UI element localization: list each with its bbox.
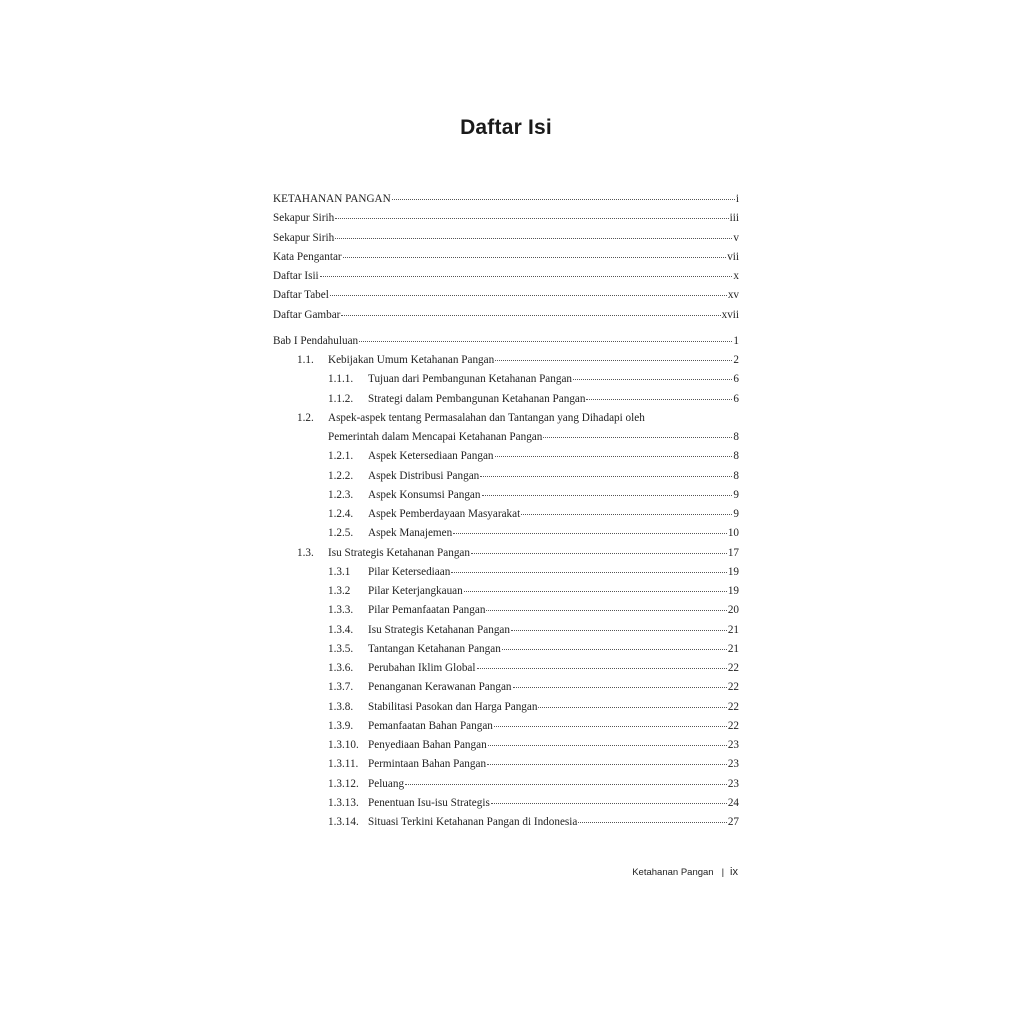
toc-entry-label: Aspek Distribusi Pangan	[368, 469, 480, 482]
toc-entry-page: 22	[727, 700, 739, 713]
toc-entry	[273, 659, 739, 678]
toc-entry	[273, 229, 739, 248]
toc-entry-label: Tujuan dari Pembangunan Ketahanan Pangan	[368, 373, 573, 386]
toc-entry	[273, 640, 739, 659]
dot-leader	[480, 476, 732, 477]
toc-entry-label: Aspek Manajemen	[368, 527, 453, 540]
toc-entry-page: 1	[733, 334, 739, 347]
toc-entry	[273, 332, 739, 351]
toc-entry-label: Penanganan Kerawanan Pangan	[368, 681, 512, 694]
toc-entry-label: Permintaan Bahan Pangan	[368, 758, 487, 771]
toc-entry	[273, 409, 739, 428]
running-title: Ketahanan Pangan	[632, 867, 714, 878]
dot-leader	[341, 315, 720, 316]
toc-entry	[273, 248, 739, 267]
toc-entry-label: KETAHANAN PANGAN	[273, 193, 391, 205]
toc-entry-label: Penyediaan Bahan Pangan	[368, 739, 487, 751]
toc-entry	[273, 524, 739, 543]
dot-leader	[320, 276, 733, 277]
toc-entry-label: Aspek Konsumsi Pangan	[368, 488, 481, 501]
toc-entry-label: Daftar Gambar	[273, 308, 341, 321]
toc-entry	[273, 544, 739, 563]
toc-entry	[273, 351, 739, 370]
dot-leader	[495, 456, 733, 457]
toc-entry-page: iii	[729, 212, 739, 225]
dot-leader	[586, 399, 732, 400]
toc-entry	[273, 678, 739, 697]
toc-entry-page: 22	[727, 719, 739, 732]
toc-entry-label: Pilar Ketersediaan	[368, 565, 451, 578]
toc-entry-number: 1.1.1.	[328, 373, 354, 386]
dot-leader	[477, 668, 727, 669]
toc-entry-page: 22	[727, 681, 739, 694]
dot-leader	[543, 437, 732, 438]
toc-entry-label: Pilar Pemanfaatan Pangan	[368, 604, 486, 617]
toc-entry-page: xvii	[721, 308, 739, 321]
toc-entry	[273, 717, 739, 736]
toc-entry-page: 9	[733, 508, 739, 520]
toc-entry-page: 23	[727, 739, 739, 751]
toc-entry	[273, 467, 739, 486]
toc-entry-page: 6	[733, 373, 739, 386]
toc-entry-label: Aspek Ketersediaan Pangan	[368, 450, 494, 463]
toc-entry-label: Bab I Pendahuluan	[273, 334, 359, 347]
toc-entry-label: Perubahan Iklim Global	[368, 662, 476, 674]
toc-entry-label: Daftar Isii	[273, 270, 319, 282]
dot-leader	[392, 199, 735, 200]
toc-entry	[273, 370, 739, 389]
toc-entry-page: 27	[727, 816, 739, 828]
toc-entry-page: 8	[733, 450, 739, 463]
dot-leader	[405, 784, 727, 785]
toc-entry-number: 1.3.10.	[328, 739, 359, 751]
toc-entry-label: Isu Strategis Ketahanan Pangan	[368, 623, 510, 636]
toc-entry	[273, 621, 739, 640]
dot-leader	[471, 553, 727, 554]
toc-entry	[273, 447, 739, 466]
toc-entry-page: 21	[727, 623, 739, 636]
toc-entry	[273, 286, 739, 305]
toc-entry-label: Penentuan Isu-isu Strategis	[368, 796, 490, 809]
dot-leader	[573, 379, 732, 380]
dot-leader	[359, 341, 732, 342]
toc-entry	[273, 775, 739, 794]
toc-entry-page: vii	[727, 250, 739, 263]
toc-entry	[273, 390, 739, 409]
toc-entry	[273, 755, 739, 774]
toc-entry-label: Pilar Keterjangkauan	[368, 585, 463, 597]
toc-entry	[273, 505, 739, 524]
toc-entry-number: 1.3.	[297, 546, 314, 559]
toc-entry-page: 8	[733, 469, 739, 482]
toc-entry	[273, 794, 739, 813]
toc-entry	[273, 267, 739, 286]
toc-entry-label: Isu Strategis Ketahanan Pangan	[328, 546, 470, 559]
dot-leader	[335, 238, 732, 239]
toc-entry-label: Aspek-aspek tentang Permasalahan dan Tantangan yang Dihadapi oleh	[328, 411, 645, 424]
toc-entry	[273, 698, 739, 717]
toc-entry	[273, 486, 739, 505]
footer-separator: |	[721, 867, 725, 878]
toc-entry-number: 1.3.11.	[328, 758, 359, 771]
toc-entry-label: Sekapur Sirih	[273, 212, 335, 225]
toc-entry-label: Kata Pengantar	[273, 250, 342, 263]
toc-entry-number: 1.2.3.	[328, 488, 354, 501]
toc-entry-page: 19	[727, 565, 739, 578]
toc-entry-number: 1.3.3.	[328, 604, 354, 617]
toc-entry	[273, 563, 739, 582]
toc-entry-label: Stabilitasi Pasokan dan Harga Pangan	[368, 700, 538, 713]
toc-entry-page: 8	[733, 431, 739, 443]
toc-entry-page: 2	[733, 354, 739, 366]
dot-leader	[502, 649, 727, 650]
dot-leader	[488, 745, 727, 746]
toc-entry-number: 1.3.1	[328, 565, 351, 578]
toc-entry	[273, 428, 739, 447]
toc-entry-number: 1.3.14.	[328, 816, 359, 828]
toc-entry-number: 1.3.7.	[328, 681, 354, 694]
page-number: ix	[730, 866, 738, 878]
toc-entry-page: 22	[727, 662, 739, 674]
toc-entry	[273, 601, 739, 620]
dot-leader	[482, 495, 733, 496]
toc-entry-label: Peluang	[368, 777, 405, 790]
toc-entry-page: 10	[727, 527, 739, 540]
dot-leader	[335, 218, 728, 219]
dot-leader	[464, 591, 727, 592]
toc-entry-page: 19	[727, 585, 739, 597]
toc-entry-label: Daftar Tabel	[273, 289, 329, 302]
toc-entry-number: 1.2.5.	[328, 527, 354, 540]
toc-entry-number: 1.3.2	[328, 585, 351, 597]
toc-entry-page: 23	[727, 758, 739, 771]
toc-entry-number: 1.3.6.	[328, 662, 354, 674]
toc-entry-page: 9	[733, 488, 739, 501]
toc-entry-number: 1.2.	[297, 411, 314, 424]
toc-entry-page: v	[733, 231, 739, 244]
toc-entry-number: 1.3.8.	[328, 700, 354, 713]
dot-leader	[491, 803, 727, 804]
dot-leader	[487, 764, 727, 765]
dot-leader	[330, 295, 727, 296]
dot-leader	[578, 822, 726, 823]
dot-leader	[511, 630, 727, 631]
toc-entry-number: 1.3.12.	[328, 777, 359, 790]
toc-entry-label: Pemerintah dalam Mencapai Ketahanan Pangan	[328, 431, 543, 443]
toc-entry-page: 24	[727, 796, 739, 809]
dot-leader	[513, 687, 727, 688]
dot-leader	[521, 514, 732, 515]
toc-entry	[273, 582, 739, 601]
toc-entry-number: 1.2.4.	[328, 508, 354, 520]
toc-entry-number: 1.3.5.	[328, 642, 354, 655]
toc-entry	[273, 736, 739, 755]
dot-leader	[453, 533, 727, 534]
page-footer	[600, 866, 738, 878]
toc-entry-page: 20	[727, 604, 739, 617]
toc-entry	[273, 813, 739, 832]
toc-entry-label: Pemanfaatan Bahan Pangan	[368, 719, 493, 732]
toc-entry-label: Strategi dalam Pembangunan Ketahanan Pangan	[368, 392, 586, 405]
page-title: Daftar Isi	[460, 116, 552, 139]
toc-entry	[273, 209, 739, 228]
toc-entry	[273, 306, 739, 325]
toc-entry-number: 1.3.9.	[328, 719, 354, 732]
toc-entry-page: i	[735, 193, 739, 205]
toc-entry-page: 17	[727, 546, 739, 559]
dot-leader	[343, 257, 727, 258]
toc-entry-page: 21	[727, 642, 739, 655]
dot-leader	[495, 360, 732, 361]
toc-entry-page: 6	[733, 392, 739, 405]
dot-leader	[486, 610, 726, 611]
toc-entry-number: 1.1.	[297, 354, 314, 366]
dot-leader	[494, 726, 727, 727]
toc-entry	[273, 190, 739, 209]
toc-entry-number: 1.3.4.	[328, 623, 354, 636]
dot-leader	[451, 572, 726, 573]
table-of-contents	[273, 190, 739, 832]
toc-entry-number: 1.1.2.	[328, 392, 354, 405]
toc-entry-label: Kebijakan Umum Ketahanan Pangan	[328, 354, 495, 366]
toc-entry-number: 1.2.2.	[328, 469, 354, 482]
toc-entry-number: 1.2.1.	[328, 450, 354, 463]
toc-entry-label: Aspek Pemberdayaan Masyarakat	[368, 508, 521, 520]
toc-entry-page: 23	[727, 777, 739, 790]
toc-entry-label: Sekapur Sirih	[273, 231, 335, 244]
toc-entry-label: Situasi Terkini Ketahanan Pangan di Indonesia	[368, 816, 578, 828]
dot-leader	[538, 707, 726, 708]
toc-entry-label: Tantangan Ketahanan Pangan	[368, 642, 501, 655]
toc-entry-page: x	[733, 270, 739, 282]
toc-entry-number: 1.3.13.	[328, 796, 359, 809]
toc-entry-page: xv	[727, 289, 739, 302]
